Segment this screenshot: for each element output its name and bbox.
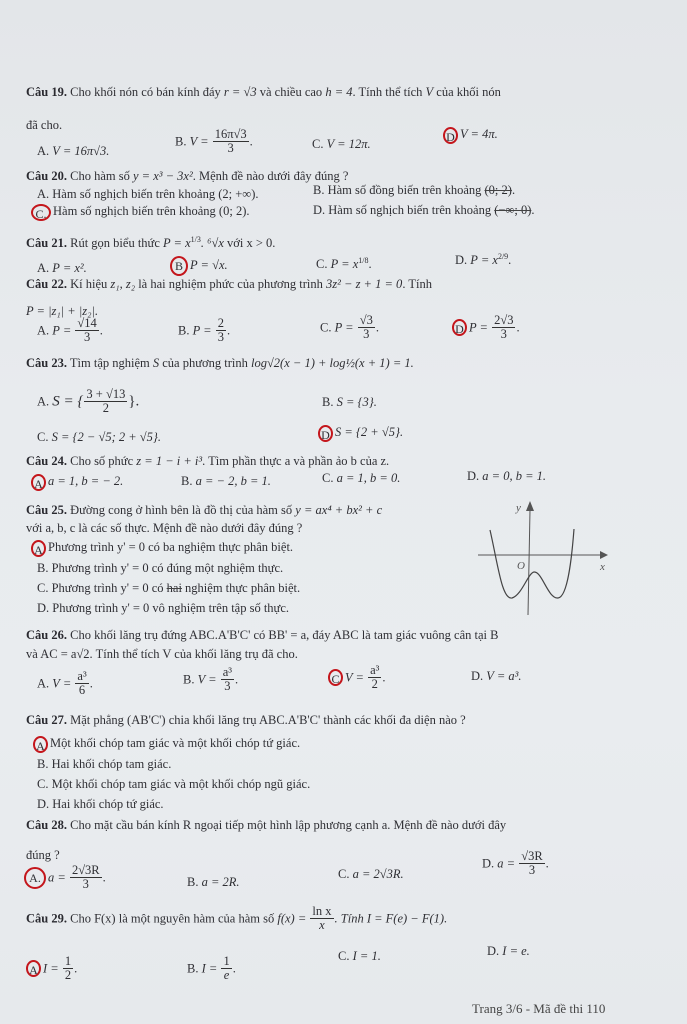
option-20-b[interactable] <box>313 182 515 198</box>
option-26-d[interactable] <box>471 668 522 684</box>
question-20-stem <box>26 168 348 184</box>
option-29-c[interactable] <box>338 948 381 964</box>
option-22-c[interactable] <box>320 314 379 341</box>
option-27-d[interactable]: D. Hai khối chóp tứ giác. <box>37 797 164 811</box>
fraction <box>221 955 231 982</box>
option-22-d[interactable] <box>452 314 520 341</box>
option-letter: A. <box>37 394 53 409</box>
option-28-c[interactable] <box>338 866 404 882</box>
math: P = x². <box>52 261 87 275</box>
text: Hàm số nghịch biến trên khoảng (0; 2). <box>53 204 250 218</box>
math: I = 1. <box>352 949 381 963</box>
math: V = 4π. <box>460 127 498 141</box>
option-21-a[interactable] <box>37 260 87 276</box>
question-label: Câu 20. <box>26 169 67 183</box>
denominator: 3 <box>227 141 234 155</box>
option-27-a[interactable] <box>33 735 300 753</box>
text: của khối nón <box>433 85 501 99</box>
math: P = x <box>330 257 359 271</box>
question-25-stem <box>26 502 382 518</box>
math: V <box>425 85 434 99</box>
numerator: 2√3 <box>494 313 514 327</box>
option-letter: B. <box>187 961 202 976</box>
option-23-c[interactable] <box>37 429 161 445</box>
option-19-b[interactable] <box>175 128 253 155</box>
numerator: ln x <box>312 904 332 918</box>
fraction <box>70 864 102 891</box>
fraction <box>216 317 226 344</box>
fraction <box>213 128 249 155</box>
question-label: Câu 24. <box>26 454 67 468</box>
option-23-d[interactable] <box>318 424 403 442</box>
question-label: Câu 21. <box>26 236 67 250</box>
option-letter: C. <box>338 867 353 881</box>
fraction <box>75 317 98 344</box>
question-28-stem <box>26 817 506 833</box>
math: a = 2√3R. <box>352 867 404 881</box>
text: . <box>102 870 106 885</box>
option-20-c[interactable] <box>31 203 249 221</box>
denominator: 2 <box>64 968 72 982</box>
option-25-a[interactable] <box>31 539 293 557</box>
option-letter: B. <box>183 672 198 687</box>
option-letter: C. <box>316 257 331 271</box>
numerator: √3R <box>521 849 543 863</box>
text: . <box>249 134 253 149</box>
numerator: a³ <box>370 663 380 677</box>
option-letter: B. <box>175 134 190 149</box>
option-26-c[interactable] <box>328 664 386 691</box>
numerator: 16π√3 <box>214 127 247 141</box>
answer-circle-mark: D <box>318 425 333 442</box>
question-label: Câu 22. <box>26 277 67 291</box>
option-letter: C. <box>312 137 327 151</box>
option-letter: D. <box>487 944 503 958</box>
text: Cho khối nón có bán kính đáy <box>70 85 224 99</box>
answer-circle-mark: C <box>328 669 343 686</box>
page-footer: Trang 3/6 - Mã đề thi 110 <box>472 1001 606 1016</box>
text: A. Hàm số nghịch biến trên khoảng <box>37 187 219 201</box>
option-24-d[interactable] <box>467 468 546 484</box>
answer-circle-mark: A <box>33 736 48 753</box>
denominator: 3 <box>83 330 91 344</box>
text: của phương trình <box>159 356 251 370</box>
denominator: 3 <box>224 679 231 693</box>
option-letter: A. <box>37 323 53 338</box>
fraction <box>221 666 234 693</box>
option-letter: D. <box>471 669 487 683</box>
option-21-c[interactable] <box>316 256 372 272</box>
x-axis-label: x <box>600 561 605 573</box>
text: . Mệnh đề nào dưới đây đúng ? <box>192 169 349 183</box>
text: . <box>255 187 259 201</box>
text: Cho mặt cầu bán kính R ngoại tiếp một hình lập phương cạnh a. Mệnh đề nào dưới đây <box>70 818 507 832</box>
math: S = { <box>52 393 84 410</box>
option-20-d[interactable] <box>313 202 534 218</box>
answer-circle-mark: A. <box>24 867 46 889</box>
math: a = 1, b = 0. <box>336 471 401 485</box>
math: z₁, z₂ <box>110 277 136 291</box>
numerator: 3 + √13 <box>86 387 126 401</box>
y-axis-label: y <box>516 502 521 514</box>
denominator: e <box>223 968 230 982</box>
option-23-b[interactable] <box>322 394 377 410</box>
option-21-b[interactable] <box>170 256 228 276</box>
text: . <box>375 320 379 335</box>
text: Cho khối lăng trụ đứng ABC.A'B'C' có BB' = a, đáy ABC là tam giác vuông cân tại B <box>70 628 499 642</box>
text: Một khối chóp tam giác và một khối chóp tứ giác. <box>50 736 301 750</box>
math: a = 0, b = 1. <box>482 469 547 483</box>
denominator: 2 <box>102 401 109 415</box>
denominator: 6 <box>78 683 86 697</box>
option-25-c[interactable] <box>37 580 300 596</box>
math: a = 2R. <box>201 875 240 889</box>
math: V = 12π. <box>326 137 371 151</box>
math: a = − 2, b = 1. <box>195 474 271 488</box>
option-letter: B. <box>187 875 202 889</box>
question-label: Câu 28. <box>26 818 67 832</box>
option-19-c[interactable] <box>312 136 371 152</box>
text: với x > 0. <box>223 236 276 250</box>
math-struck: (0; 2) <box>484 183 512 197</box>
question-label: Câu 27. <box>26 713 67 727</box>
question-21-stem <box>26 235 275 251</box>
numerator: √3 <box>359 313 373 327</box>
option-21-d[interactable] <box>455 252 511 268</box>
option-letter: A. <box>37 676 53 691</box>
numerator: 1 <box>223 954 230 968</box>
math: P = √x. <box>190 257 228 272</box>
option-29-d[interactable] <box>487 943 530 959</box>
option-24-a[interactable] <box>31 473 123 491</box>
question-26-stem <box>26 627 498 643</box>
option-20-a[interactable] <box>37 186 258 202</box>
text: . <box>545 856 549 871</box>
numerator: 1 <box>64 954 72 968</box>
denominator: 3 <box>82 877 89 891</box>
math-struck: (−∞; 0) <box>494 203 532 217</box>
math: P = <box>469 320 492 335</box>
question-29-stem <box>26 905 447 932</box>
option-19-d[interactable] <box>443 126 498 144</box>
math: h = 4 <box>325 85 353 99</box>
math: V = a³. <box>486 669 522 683</box>
math: P = <box>192 323 215 338</box>
question-19-stem-line2: đã cho. <box>26 118 63 132</box>
answer-circle-mark: D <box>452 319 467 336</box>
text: nghiệm thực phân biệt. <box>181 581 301 595</box>
question-23-stem <box>26 355 414 371</box>
option-28-a[interactable] <box>24 864 106 891</box>
math: 3z² − z + 1 = 0 <box>326 277 403 291</box>
fraction <box>310 905 333 932</box>
math: S = {2 − √5; 2 + √5}. <box>51 430 162 444</box>
option-29-b[interactable] <box>187 955 236 982</box>
math: V = <box>52 676 75 691</box>
text: . <box>89 676 93 691</box>
text: Kí hiệu <box>70 277 111 291</box>
question-label: Câu 19. <box>26 85 67 99</box>
math: P = x <box>163 236 191 250</box>
text: Mặt phẳng (AB'C') chia khối lăng trụ ABC.A'B'C' thành các khối đa diện nào ? <box>70 713 466 727</box>
option-letter: D. <box>482 856 498 871</box>
math: V = <box>345 670 368 685</box>
fraction <box>368 664 381 691</box>
math: I = e. <box>502 944 530 958</box>
answer-circle-mark: B <box>170 256 188 276</box>
text: Cho số phức <box>70 454 137 468</box>
option-26-a[interactable] <box>37 670 93 697</box>
fraction <box>492 314 515 341</box>
text: . <box>382 670 386 685</box>
option-letter: B. <box>181 474 196 488</box>
text: là hai nghiệm phức của phương trình <box>135 277 327 291</box>
question-label: Câu 26. <box>26 628 67 642</box>
text: . <box>531 203 535 217</box>
math: y = x³ − 3x² <box>132 169 193 183</box>
exponent: 1/8 <box>358 255 369 265</box>
fraction <box>63 955 73 982</box>
text: . <box>508 253 512 267</box>
math: V = <box>189 134 212 149</box>
text: D. Hàm số nghịch biến trên khoảng <box>313 203 495 217</box>
denominator: 3 <box>363 327 370 341</box>
exponent: 1/3 <box>190 234 201 244</box>
question-19-stem <box>26 84 501 100</box>
question-24-stem <box>26 453 389 469</box>
text: . <box>226 323 231 338</box>
numerator: 2 <box>217 316 224 330</box>
math: log√2(x − 1) + log½(x + 1) = 1. <box>250 356 414 370</box>
text: . Tìm phần thực a và phần ảo b của z. <box>202 454 390 468</box>
fraction <box>75 670 88 697</box>
text: B. Hàm số đồng biến trên khoảng <box>313 183 485 197</box>
text: . <box>368 257 372 271</box>
numerator: a³ <box>77 669 87 683</box>
question-25-stem-line2: với a, b, c là các số thực. Mệnh đề nào dưới đây đúng ? <box>26 521 303 535</box>
text: Phương trình y' = 0 có ba nghiệm thực phân biệt. <box>48 540 294 554</box>
struck-text: hai <box>166 581 182 595</box>
text: . Tính <box>402 277 432 291</box>
option-24-b[interactable] <box>181 473 271 489</box>
quartic-graph-figure <box>460 495 610 620</box>
text: và chiều cao <box>256 85 326 99</box>
question-28-stem-line2: đúng ? <box>26 848 60 862</box>
option-22-b[interactable] <box>178 317 230 344</box>
option-28-d[interactable] <box>482 850 549 877</box>
question-27-stem <box>26 712 466 728</box>
math: (2; +∞) <box>218 187 256 201</box>
option-27-c[interactable]: C. Một khối chóp tam giác và một khối chóp ngũ giác. <box>37 777 311 791</box>
option-25-b[interactable]: B. Phương trình y' = 0 có đúng một nghiệm thực. <box>37 561 284 575</box>
text: . <box>232 961 236 976</box>
question-label: Câu 25. <box>26 503 67 517</box>
math: P = <box>52 323 75 338</box>
option-letter: C. <box>322 471 337 485</box>
math: a = <box>497 856 519 871</box>
option-27-b[interactable]: B. Hai khối chóp tam giác. <box>37 757 172 771</box>
text: }. <box>128 393 140 410</box>
option-letter: D. <box>455 253 471 267</box>
text: . <box>516 320 520 335</box>
option-letter: A. <box>37 144 53 158</box>
math: P = x <box>470 253 498 267</box>
text: . <box>511 183 516 197</box>
numerator: a³ <box>222 665 232 679</box>
option-28-b[interactable] <box>187 874 240 890</box>
math: a = <box>48 870 69 885</box>
math: P = <box>334 320 357 335</box>
option-letter: D. <box>467 469 483 483</box>
option-letter: A. <box>37 261 53 275</box>
math: P = |z₁| + |z₂|. <box>26 304 99 318</box>
math: . Tính I = F(e) − F(1). <box>334 911 448 926</box>
text: . <box>99 323 103 338</box>
option-letter: C. <box>338 949 353 963</box>
math: V = 16π√3. <box>52 144 110 158</box>
text: Đường cong ở hình bên là đồ thị của hàm số <box>70 503 296 517</box>
math: r = √3 <box>223 85 257 99</box>
answer-circle-mark: D <box>443 127 458 144</box>
fraction <box>519 850 544 877</box>
answer-circle-mark: A <box>31 540 46 557</box>
option-22-a[interactable] <box>37 317 103 344</box>
option-26-b[interactable] <box>183 666 238 693</box>
math: . ⁶√x <box>200 236 224 250</box>
fraction <box>84 388 127 415</box>
text: Rút gọn biểu thức <box>70 236 163 250</box>
denominator: 3 <box>217 330 224 344</box>
origin-label: O <box>517 560 525 572</box>
denominator: 3 <box>500 327 507 341</box>
option-29-a[interactable] <box>26 955 77 982</box>
numerator: 2√3R <box>71 863 100 877</box>
math: f(x) = <box>277 911 310 926</box>
math: S <box>152 356 160 370</box>
text: C. Phương trình y' = 0 có <box>37 581 167 595</box>
option-24-c[interactable] <box>322 470 400 486</box>
question-label: Câu 29. <box>26 911 67 926</box>
denominator: 2 <box>371 677 378 691</box>
text: . Tính thể tích <box>352 85 426 99</box>
question-label: Câu 23. <box>26 356 67 370</box>
text: . <box>235 672 239 687</box>
option-19-a[interactable] <box>37 143 109 159</box>
answer-circle-mark: C. <box>31 204 51 221</box>
math: y = ax⁴ + bx² + c <box>295 503 383 517</box>
text: Tìm tập nghiệm <box>69 356 153 370</box>
option-25-d[interactable]: D. Phương trình y' = 0 vô nghiệm trên tập số thực. <box>37 601 290 615</box>
denominator: 3 <box>528 863 536 877</box>
numerator: √14 <box>77 316 97 330</box>
math: a = 1, b = − 2. <box>48 474 124 488</box>
math: V = <box>197 672 220 687</box>
question-22-stem <box>26 276 432 292</box>
text: Cho hàm số <box>70 169 133 183</box>
option-letter: C. <box>320 320 335 335</box>
math: z = 1 − i + i³ <box>136 454 203 468</box>
denominator: x <box>319 918 325 932</box>
option-letter: B. <box>178 323 193 338</box>
answer-circle-mark: A <box>26 960 41 977</box>
text: Cho F(x) là một nguyên hàm của hàm số <box>70 911 278 926</box>
option-letter: C. <box>37 430 52 444</box>
exponent: 2/9 <box>497 251 509 261</box>
answer-circle-mark: A <box>31 474 46 491</box>
math: S = {3}. <box>336 395 377 409</box>
question-26-stem-line2: và AC = a√2. Tính thể tích V của khối lăng trụ đã cho. <box>26 647 298 661</box>
option-23-a[interactable] <box>37 388 139 415</box>
math: S = {2 + √5}. <box>335 425 404 439</box>
math: I = <box>201 961 221 976</box>
fraction <box>358 314 375 341</box>
option-letter: B. <box>322 395 337 409</box>
text: . <box>74 961 78 976</box>
math: I = <box>43 961 62 976</box>
